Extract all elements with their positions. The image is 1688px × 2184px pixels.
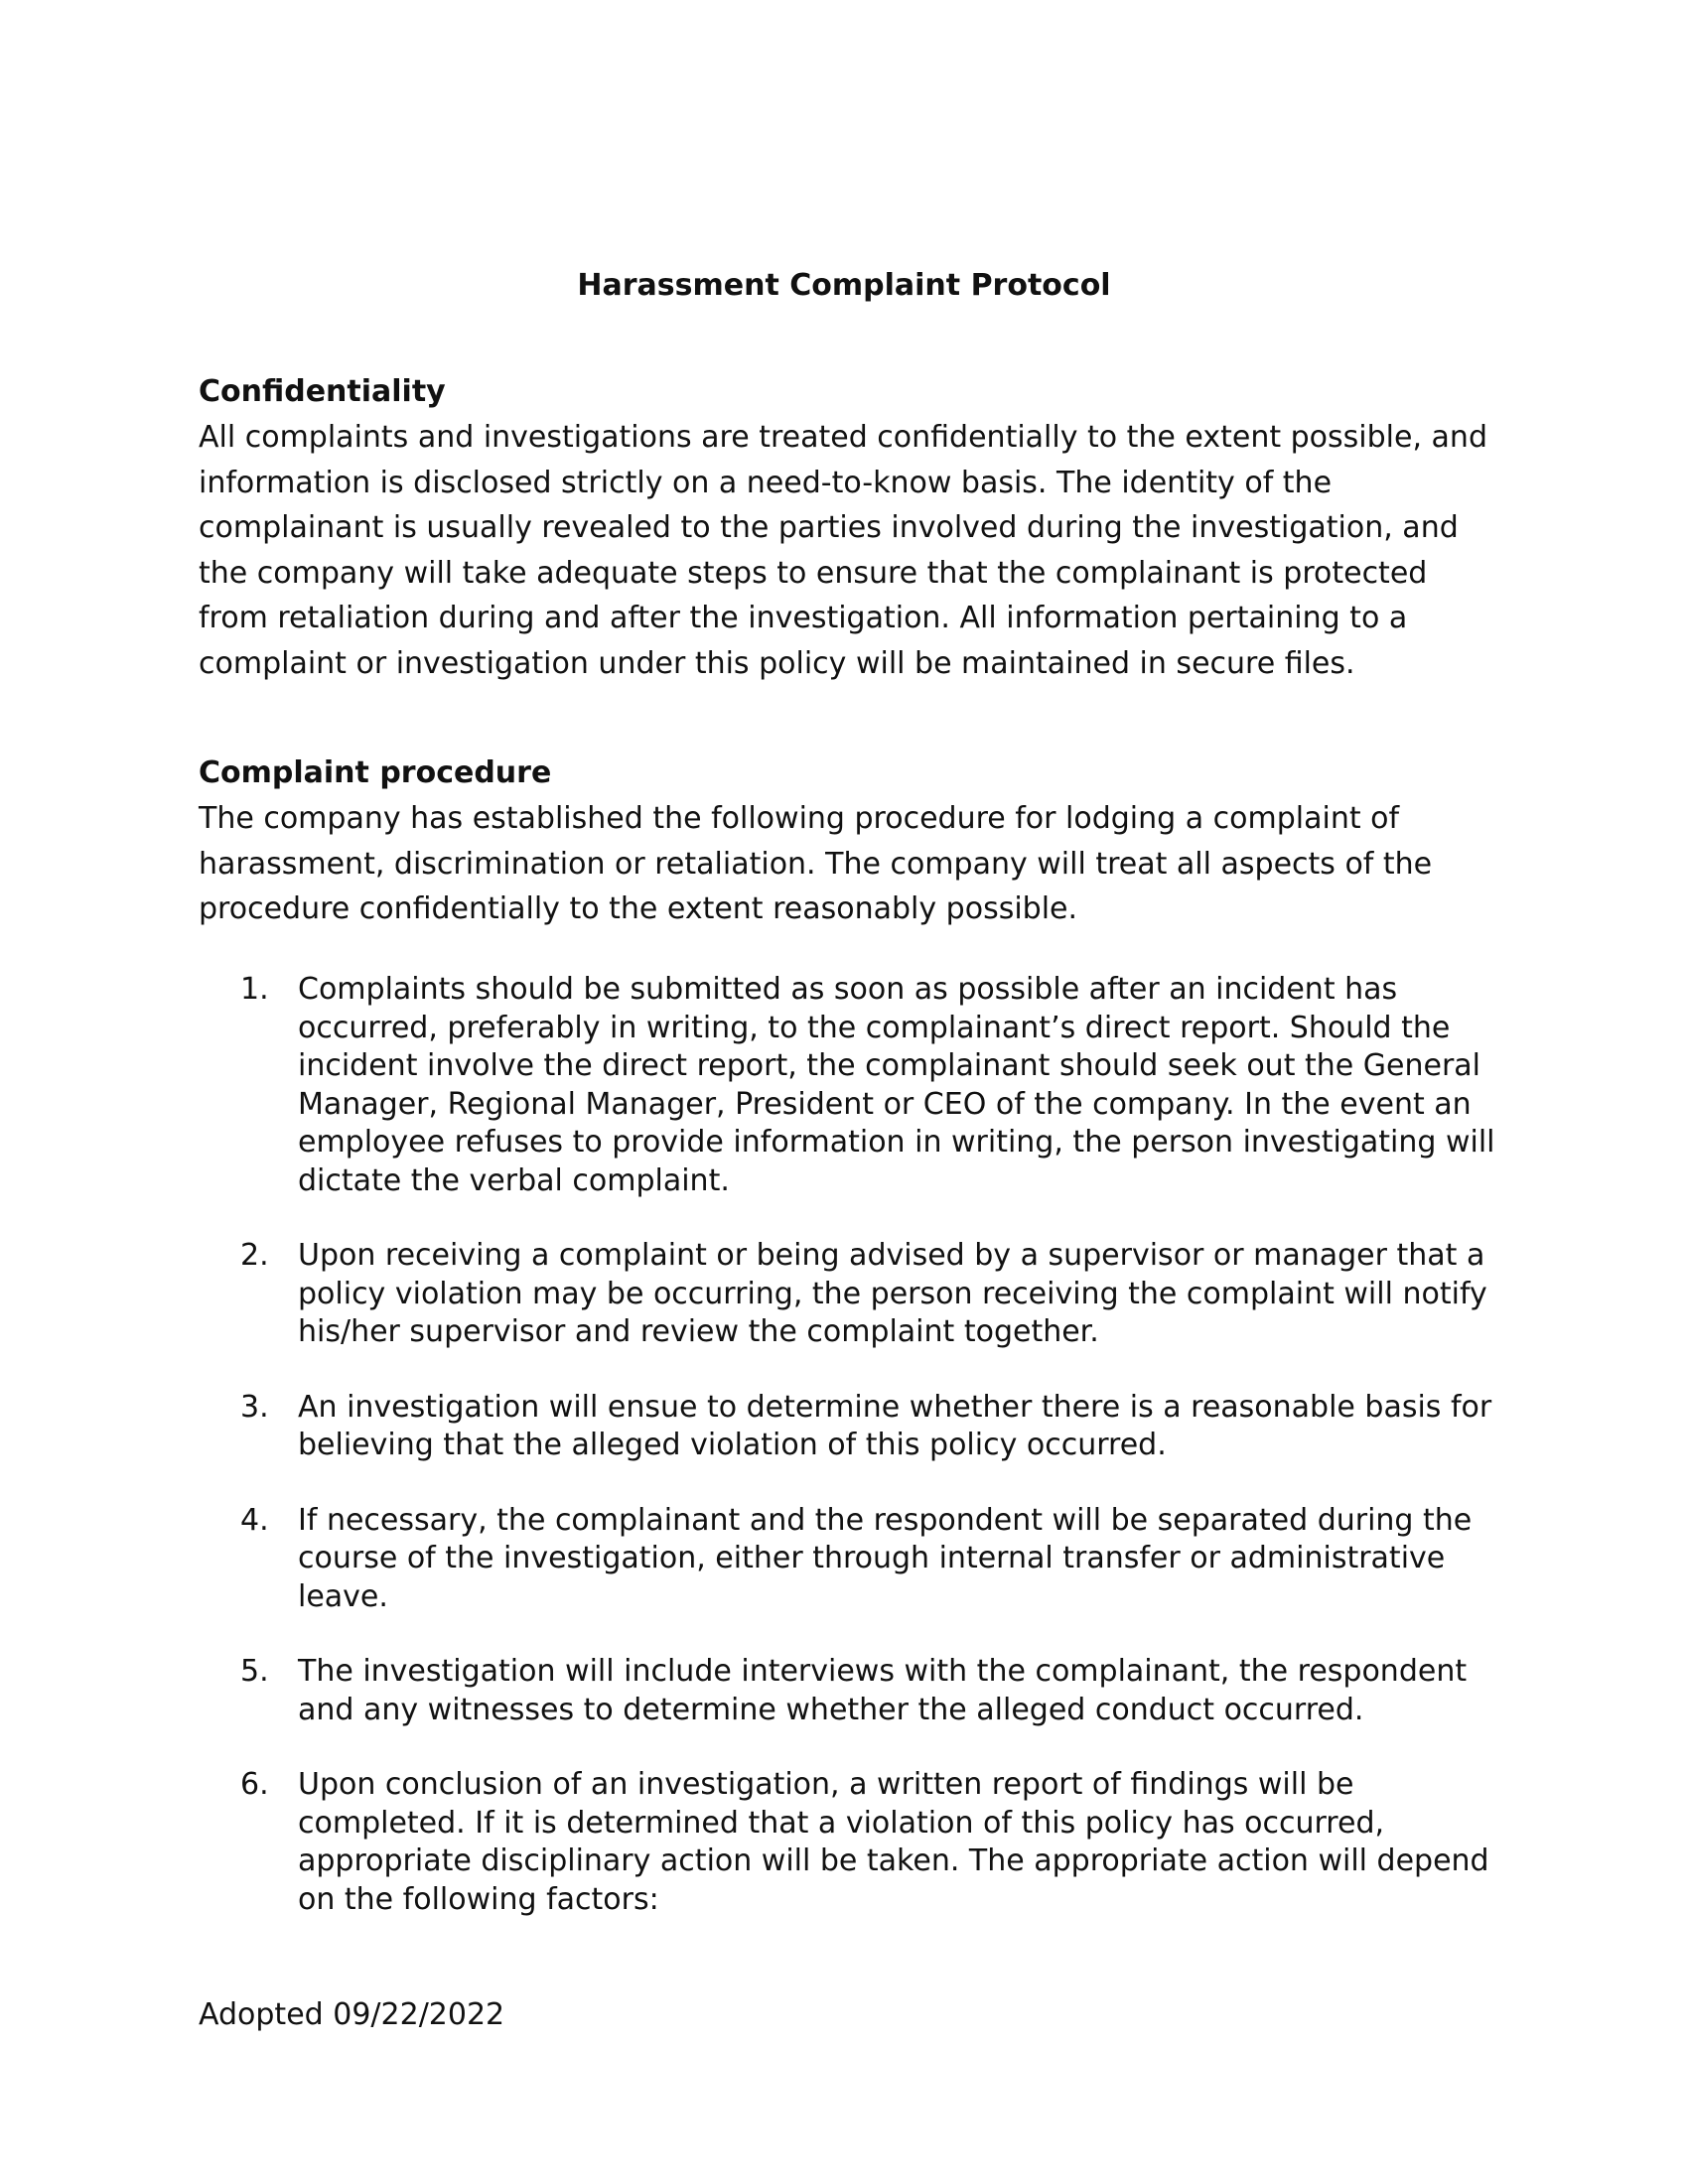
step-number: 3. (240, 1389, 269, 1425)
section-heading-confidentiality: Confidentiality (199, 374, 446, 409)
step-text: Complaints should be submitted as soon as possible after an incident has occurred, preferably in writing, to the complainant’s direct report. Should the incident involve the direct report, the complainant should seek out the General Manager, Regional Manager, President or CEO of the company. In the event an employee refuses to provide information in writing, the person investigating will dictate the verbal complaint. (298, 972, 1495, 1198)
step-number: 2. (240, 1238, 269, 1273)
section-heading-complaint-procedure: Complaint procedure (199, 755, 552, 790)
procedure-step (240, 1502, 1521, 1617)
procedure-step (240, 1389, 1521, 1465)
procedure-step (240, 1766, 1521, 1919)
step-number: 1. (240, 972, 269, 1007)
document-title: Harassment Complaint Protocol (577, 268, 1111, 303)
step-number: 4. (240, 1502, 269, 1538)
step-text: An investigation will ensue to determine whether there is a reasonable basis for believing that the alleged violation of this policy occurred. (298, 1389, 1492, 1462)
step-number: 5. (240, 1654, 269, 1689)
complaint-procedure-section (199, 751, 1489, 932)
step-text: The investigation will include interviews with the complainant, the respondent and any witnesses to determine whether the alleged conduct occurred. (298, 1654, 1468, 1727)
step-text: Upon conclusion of an investigation, a written report of findings will be completed. If it is determined that a violation of this policy has occurred, appropriate disciplinary action will be taken. The appropriate action will depend on the following factors: (298, 1767, 1489, 1917)
step-text: If necessary, the complainant and the respondent will be separated during the course of the investigation, either through internal transfer or administrative leave. (298, 1502, 1473, 1614)
step-number: 6. (240, 1767, 269, 1802)
complaint-procedure-paragraph: The company has established the following procedure for lodging a complaint of harassment, discrimination or retaliation. The company will treat all aspects of the procedure confidentially to the extent reasonably possible. (199, 801, 1433, 927)
procedure-step (240, 971, 1521, 1200)
procedure-steps-list (240, 971, 1521, 1956)
procedure-step (240, 1237, 1521, 1352)
confidentiality-paragraph: All complaints and investigations are treated confidentially to the extent possible, and information is disclosed strictly on a need-to-know basis. The identity of the complainant is usually revealed to the parties involved during the investigation, and the company will take adequate steps to ensure that the complainant is protected from retaliation during and after the investigation. All information pertaining to a complaint or investigation under this policy will be maintained in secure files. (199, 420, 1487, 681)
adoption-date-footer: Adopted 09/22/2022 (199, 1997, 505, 2032)
step-text: Upon receiving a complaint or being advised by a supervisor or manager that a policy violation may be occurring, the person receiving the complaint will notify his/her supervisor and review the complaint together. (298, 1238, 1487, 1349)
procedure-step (240, 1653, 1521, 1729)
confidentiality-section (199, 369, 1489, 687)
